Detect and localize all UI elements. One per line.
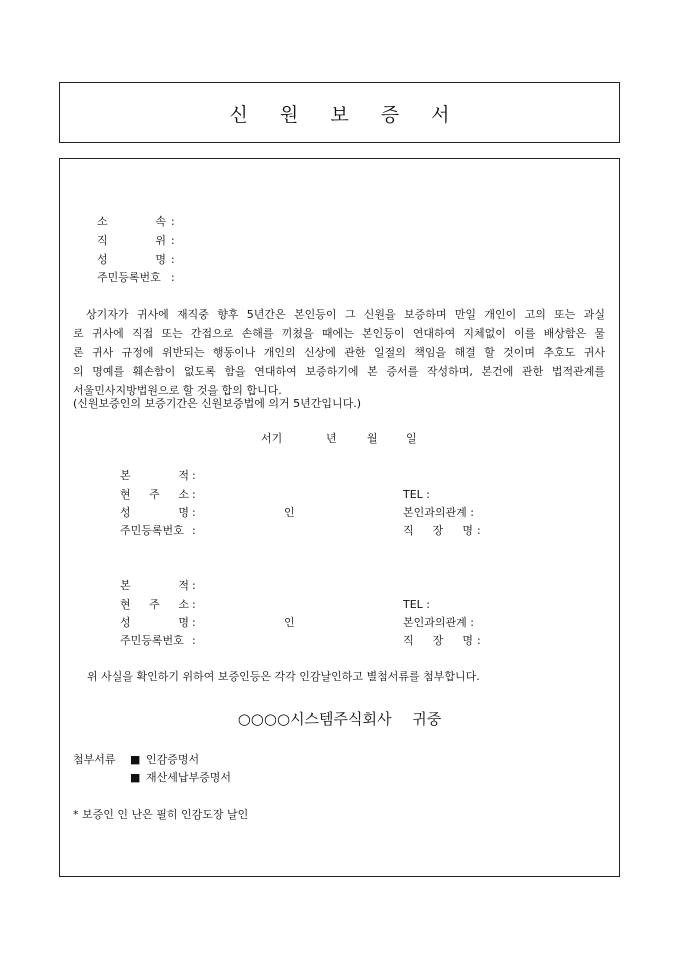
label-text: 주민등록번호	[120, 634, 184, 647]
label-name	[120, 506, 199, 520]
colon: :	[192, 634, 196, 647]
label-name	[120, 616, 199, 630]
attachment-item: 재산세납부증명서	[146, 771, 232, 784]
colon: :	[192, 616, 196, 629]
label-origin	[120, 579, 199, 593]
bullet-square-icon: ■	[130, 771, 141, 784]
document-title: 신 원 보 증 서	[229, 104, 463, 126]
recipient-name: ○○○○시스템주식회사	[237, 710, 392, 728]
colon: :	[192, 579, 196, 592]
label-text	[403, 524, 473, 538]
label-text	[120, 579, 189, 593]
label-name	[97, 253, 176, 267]
label-workplace	[403, 634, 483, 648]
label-char: 직	[403, 524, 414, 537]
colon: :	[171, 253, 175, 266]
label-text	[120, 469, 189, 483]
body-paragraph	[73, 305, 605, 400]
relation-label: 본인과의관계 :	[403, 506, 474, 519]
label-char: 성	[120, 506, 131, 519]
label-workplace	[403, 524, 483, 538]
label-affiliation	[97, 215, 176, 229]
label-char: 직	[403, 634, 414, 647]
label-char: 소	[97, 215, 108, 228]
label-char: 명	[462, 634, 473, 647]
colon: :	[192, 469, 196, 482]
main-box	[59, 158, 620, 877]
label-resident-number	[120, 634, 199, 648]
seal-mark: 인	[284, 506, 295, 519]
label-char: 적	[178, 579, 189, 592]
label-char: 본	[120, 579, 131, 592]
date-prefix: 서기	[261, 432, 283, 445]
label-char: 위	[155, 234, 166, 247]
colon: :	[477, 524, 481, 537]
label-text	[120, 616, 189, 630]
label-address	[120, 598, 199, 612]
colon: :	[192, 524, 196, 537]
label-char: 소	[178, 598, 189, 611]
attachment-item: 인감증명서	[146, 753, 200, 766]
body-line: 로 귀사에 직접 또는 간접으로 손해를 끼쳤을 때에는 본인등이 연대하여 지체없이 이를 배상함은 물	[73, 327, 605, 340]
colon: :	[192, 488, 196, 501]
label-char: 적	[178, 469, 189, 482]
date-day: 일	[406, 432, 417, 445]
label-resident-number	[120, 524, 199, 538]
label-text: 주민등록번호	[120, 524, 184, 537]
body-line: 상기자가 귀사에 재직중 향후 5년간은 본인등이 그 신원을 보증하며 만일 개인이 고의 또는 과실	[86, 308, 605, 321]
tel-label: TEL :	[403, 488, 431, 501]
colon: :	[171, 271, 175, 284]
footnote: * 보증인 인 난은 필히 인감도장 날인	[73, 808, 249, 821]
colon: :	[477, 634, 481, 647]
body-line: 론 귀사 규정에 위반되는 행동이나 개인의 신상에 관한 일절의 책임을 해결 할 것이며 추호도 귀사	[73, 346, 605, 359]
label-char: 성	[120, 616, 131, 629]
label-char: 주	[149, 598, 160, 611]
label-text	[97, 215, 166, 229]
colon: :	[192, 598, 196, 611]
label-text	[97, 234, 166, 248]
label-position	[97, 234, 176, 248]
label-char: 본	[120, 469, 131, 482]
body-line: 의 명예를 훼손함이 없도록 함을 연대하여 보증하기에 본 증서를 작성하며, 본건에 관한 법적관계를	[73, 365, 605, 378]
colon: :	[171, 215, 175, 228]
seal-mark: 인	[284, 616, 295, 629]
label-address	[120, 488, 199, 502]
label-char: 주	[149, 488, 160, 501]
label-text	[120, 598, 189, 612]
label-char: 직	[97, 234, 108, 247]
label-char: 명	[462, 524, 473, 537]
confirmation-text: 위 사실을 확인하기 위하여 보증인등은 각각 인감날인하고 별첨서류를 첨부합니다.	[87, 670, 480, 683]
colon: :	[192, 506, 196, 519]
bullet-square-icon: ■	[130, 753, 141, 766]
relation-label: 본인과의관계 :	[403, 616, 474, 629]
label-char: 현	[120, 598, 131, 611]
label-char: 장	[432, 524, 444, 537]
label-char: 명	[178, 506, 189, 519]
attachments-label: 첨부서류	[73, 753, 116, 766]
label-text	[120, 506, 189, 520]
label-char: 현	[120, 488, 131, 501]
label-resident-number	[97, 271, 176, 285]
label-char: 명	[155, 253, 166, 266]
label-char: 속	[155, 215, 166, 228]
label-text	[403, 634, 473, 648]
colon: :	[171, 234, 175, 247]
label-char: 장	[432, 634, 444, 647]
guarantee-period-note: (신원보증인의 보증기간은 신원보증법에 의거 5년간입니다.)	[73, 397, 362, 410]
title-box	[59, 82, 620, 143]
label-text	[97, 253, 166, 267]
label-char: 성	[97, 253, 108, 266]
label-char: 명	[178, 616, 189, 629]
label-text	[120, 488, 189, 502]
label-origin	[120, 469, 199, 483]
recipient-heading	[60, 708, 619, 729]
date-month: 월	[367, 432, 378, 445]
recipient-suffix: 귀중	[412, 710, 442, 728]
label-text: 주민등록번호	[97, 271, 161, 284]
label-char: 소	[178, 488, 189, 501]
date-year: 년	[326, 432, 337, 445]
tel-label: TEL :	[403, 598, 431, 611]
body-line: 서울민사지방법원으로 할 것을 합의 합니다.	[73, 384, 282, 397]
